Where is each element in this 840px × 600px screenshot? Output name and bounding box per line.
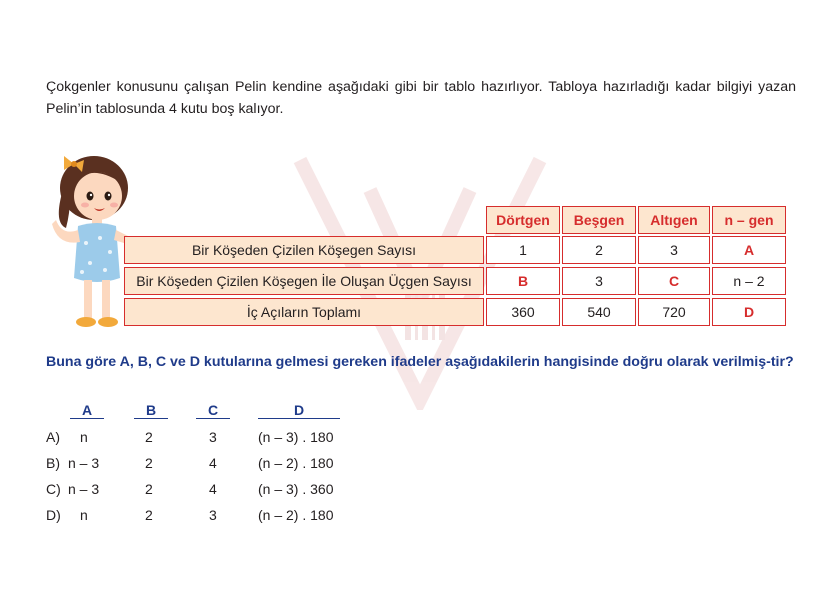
option-value-a: n – 3 xyxy=(68,455,100,471)
option-value-b: 2 xyxy=(145,481,153,497)
table-cell: 720 xyxy=(638,298,710,326)
option-value-c: 4 xyxy=(209,455,217,471)
option-value-c: 4 xyxy=(209,481,217,497)
column-header-dortgen: Dörtgen xyxy=(486,206,560,234)
option-value-b: 2 xyxy=(145,507,153,523)
option-value-a: n xyxy=(80,429,88,445)
option-value-d: (n – 2) . 180 xyxy=(258,507,334,523)
question-text: Buna göre A, B, C ve D kutularına gelmesi gereken ifadeler aşağıdakilerin hangisinde doğru olarak verilmiş-tir? xyxy=(46,354,794,370)
blank-cell-b: B xyxy=(486,267,560,295)
table-cell: 3 xyxy=(562,267,636,295)
table-cell: 3 xyxy=(638,236,710,264)
option-value-b: 2 xyxy=(145,429,153,445)
table-cell: 1 xyxy=(486,236,560,264)
table-cell: 540 xyxy=(562,298,636,326)
table-cell: 2 xyxy=(562,236,636,264)
option-header-d: D xyxy=(258,402,340,419)
row-label-triangle-count: Bir Köşeden Çizilen Köşegen İle Oluşan Üçgen Sayısı xyxy=(124,267,484,295)
blank-cell-a: A xyxy=(712,236,786,264)
option-header-b: B xyxy=(134,402,168,419)
column-header-besgen: Beşgen xyxy=(562,206,636,234)
row-label-interior-angle-sum: İç Açıların Toplamı xyxy=(124,298,484,326)
option-value-c: 3 xyxy=(209,429,217,445)
option-letter: A) xyxy=(46,429,60,445)
column-header-n-gen: n – gen xyxy=(712,206,786,234)
column-header-altigen: Altıgen xyxy=(638,206,710,234)
option-header-a: A xyxy=(70,402,104,419)
option-header-c: C xyxy=(196,402,230,419)
option-letter: B) xyxy=(46,455,60,471)
option-value-c: 3 xyxy=(209,507,217,523)
option-letter: C) xyxy=(46,481,61,497)
row-label-diagonal-count: Bir Köşeden Çizilen Köşegen Sayısı xyxy=(124,236,484,264)
table-cell: 360 xyxy=(486,298,560,326)
blank-cell-d: D xyxy=(712,298,786,326)
option-letter: D) xyxy=(46,507,61,523)
blank-cell-c: C xyxy=(638,267,710,295)
option-value-b: 2 xyxy=(145,455,153,471)
option-value-a: n – 3 xyxy=(68,481,100,497)
table-cell: n – 2 xyxy=(712,267,786,295)
intro-paragraph: Çokgenler konusunu çalışan Pelin kendine aşağıdaki gibi bir tablo hazırlıyor. Tabloya hazırladığı kadar bilgiyi yazan Pelin’in tablosunda 4 kutu boş kalıyor. xyxy=(46,79,796,117)
option-value-d: (n – 3) . 180 xyxy=(258,429,334,445)
option-value-a: n xyxy=(80,507,88,523)
option-value-d: (n – 3) . 360 xyxy=(258,481,334,497)
option-value-d: (n – 2) . 180 xyxy=(258,455,334,471)
